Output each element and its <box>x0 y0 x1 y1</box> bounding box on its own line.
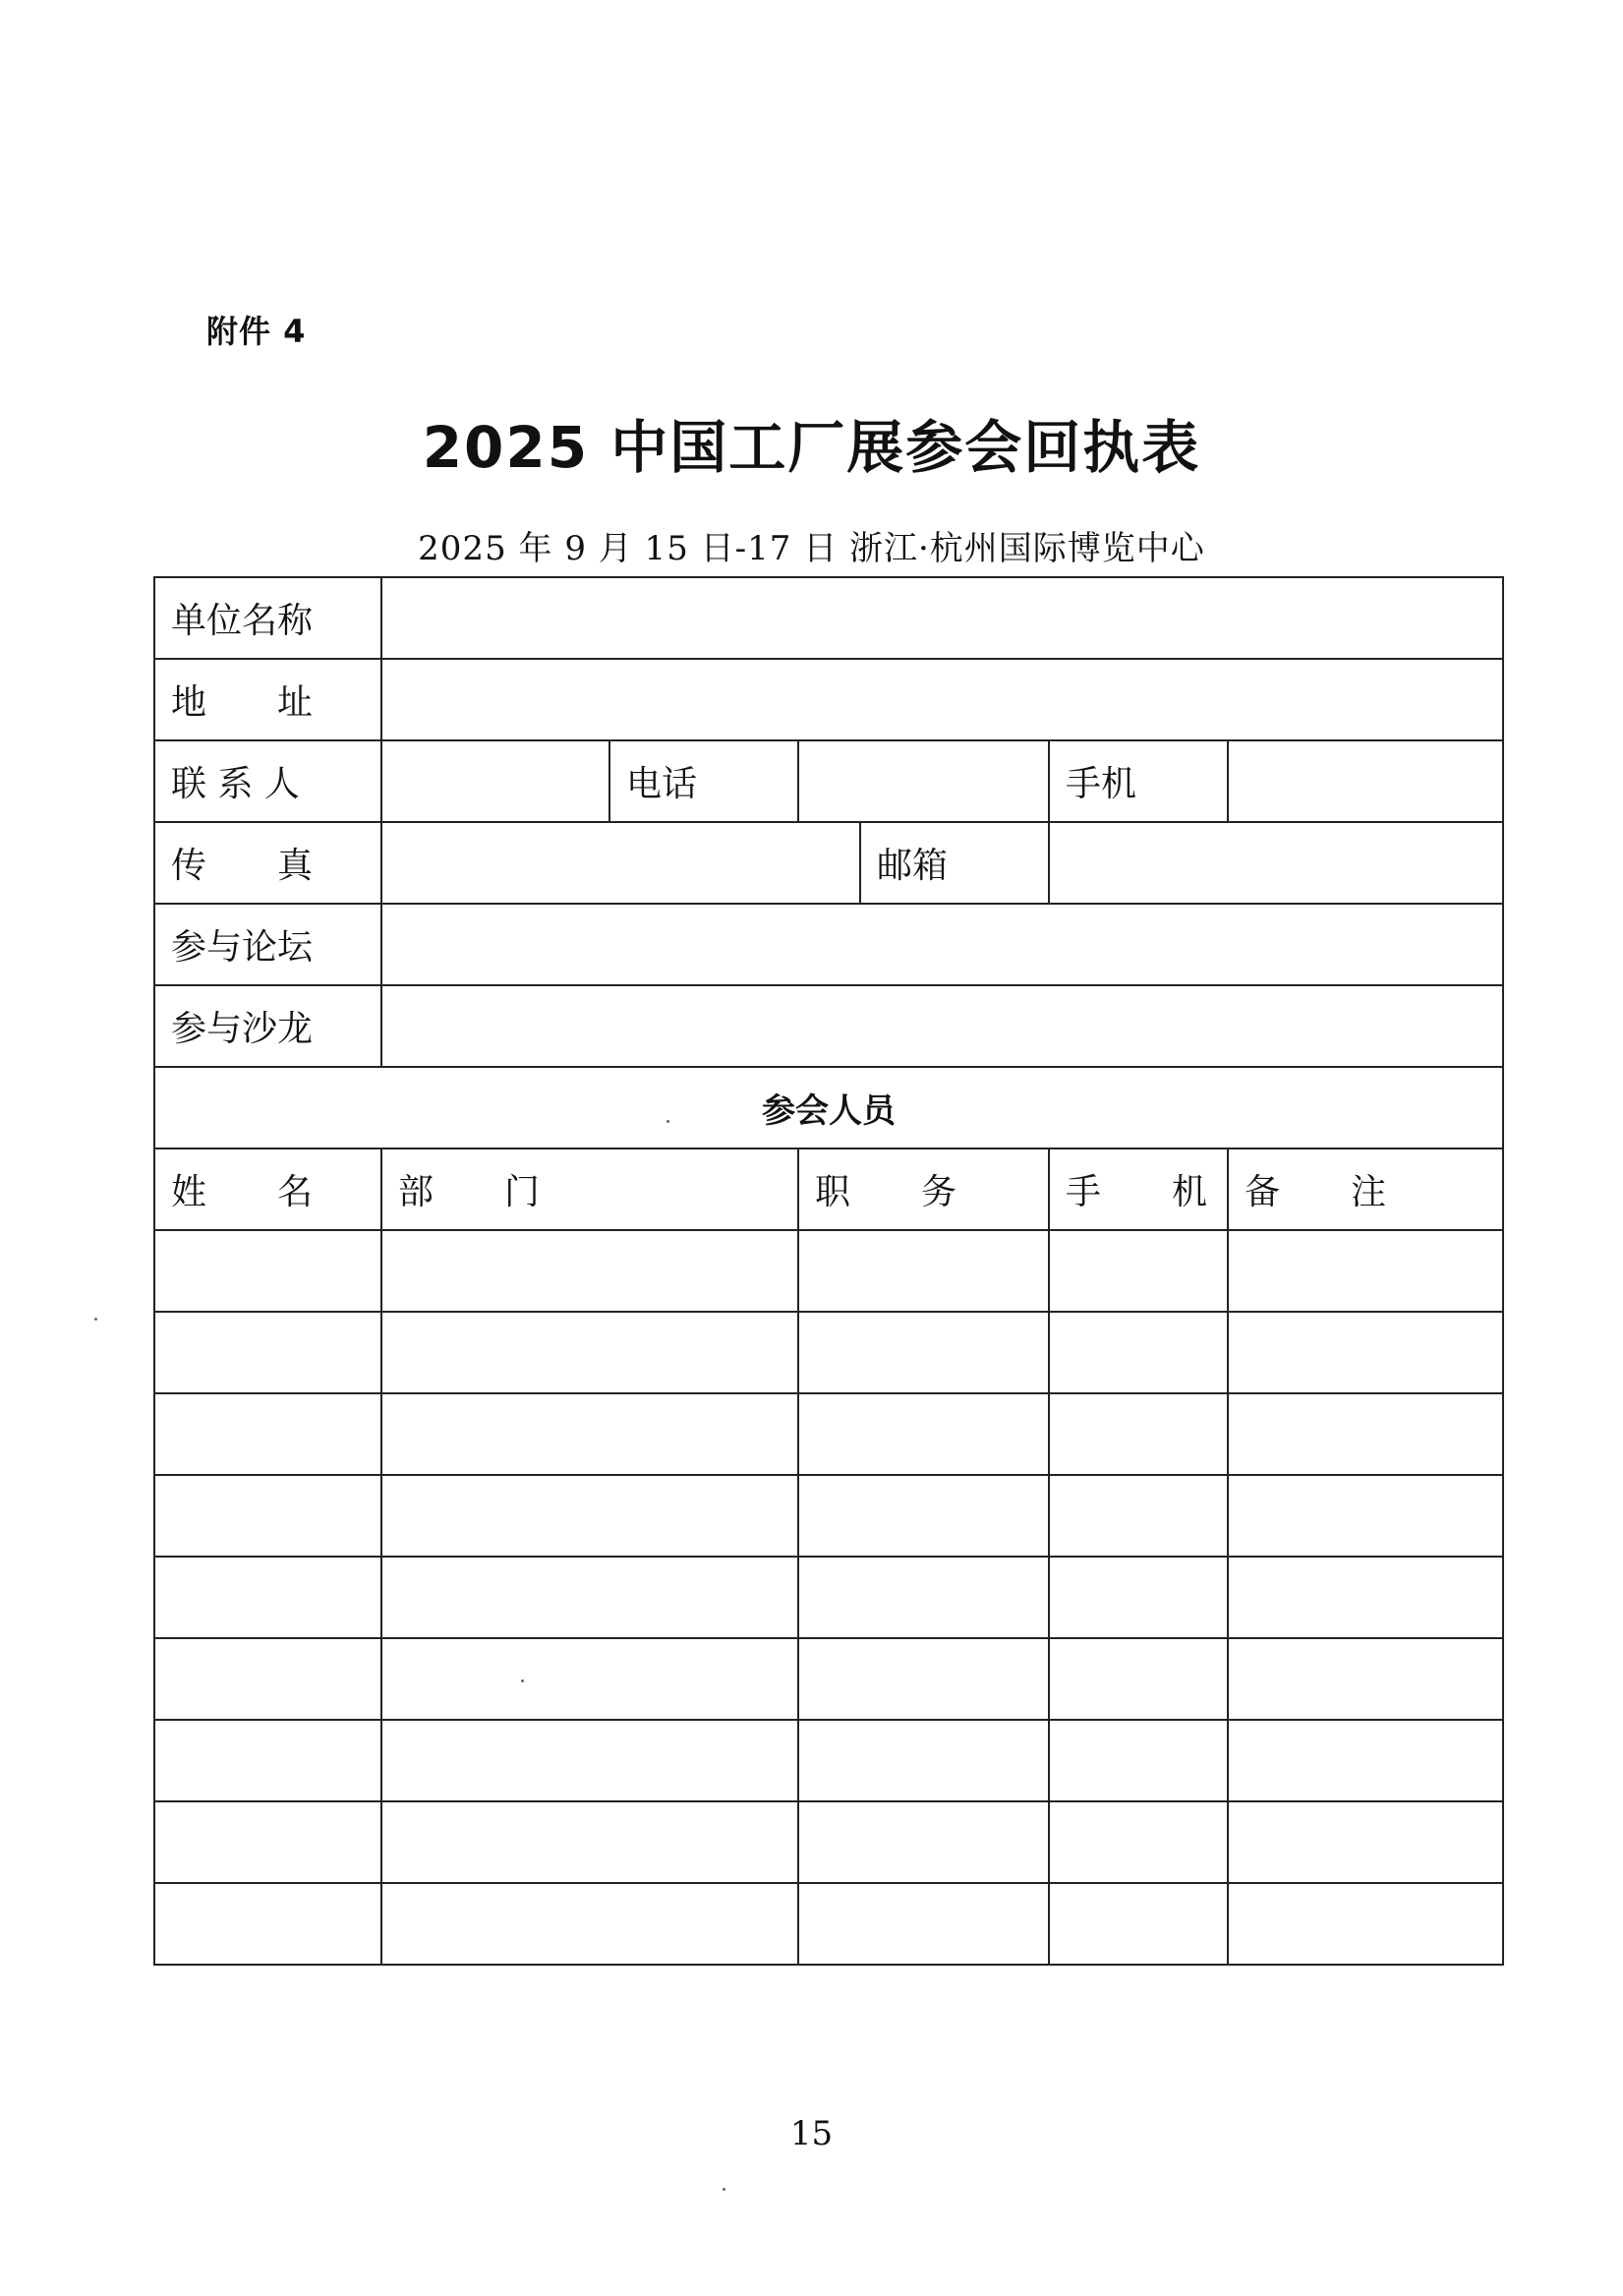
table-row <box>154 1720 1503 1801</box>
attendee-name-cell[interactable] <box>154 1720 381 1801</box>
fax-label: 传 真 <box>154 822 381 904</box>
fax-row <box>154 822 1503 904</box>
unit-name-label: 单位名称 <box>154 577 381 659</box>
forum-label: 参与论坛 <box>154 904 381 985</box>
scan-speck <box>667 1120 669 1123</box>
attendee-position-cell[interactable] <box>798 1393 1049 1475</box>
phone-label: 电话 <box>609 740 798 822</box>
attendee-remarks-cell[interactable] <box>1228 1475 1503 1557</box>
attendee-position-cell[interactable] <box>798 1801 1049 1883</box>
attendee-remarks-cell[interactable] <box>1228 1557 1503 1638</box>
attendee-position-cell[interactable] <box>798 1557 1049 1638</box>
email-label: 邮箱 <box>860 822 1049 904</box>
unit-name-row <box>154 577 1503 659</box>
registration-form-table <box>153 576 1504 1966</box>
table-row <box>154 1883 1503 1965</box>
attendees-section-title: 参会人员 <box>154 1067 1503 1148</box>
attendee-department-cell[interactable] <box>381 1393 798 1475</box>
attendee-name-cell[interactable] <box>154 1638 381 1720</box>
attendee-mobile-cell[interactable] <box>1049 1801 1228 1883</box>
attendee-position-cell[interactable] <box>798 1230 1049 1312</box>
column-header-department: 部 门 <box>381 1148 798 1230</box>
attendee-name-cell[interactable] <box>154 1801 381 1883</box>
contact-label: 联 系 人 <box>154 740 381 822</box>
email-field[interactable] <box>1049 822 1503 904</box>
attendee-remarks-cell[interactable] <box>1228 1393 1503 1475</box>
attendee-mobile-cell[interactable] <box>1049 1557 1228 1638</box>
attendee-name-cell[interactable] <box>154 1393 381 1475</box>
scan-speck <box>521 1679 524 1682</box>
forum-field[interactable] <box>381 904 1503 985</box>
attendee-department-cell[interactable] <box>381 1801 798 1883</box>
attendee-remarks-cell[interactable] <box>1228 1230 1503 1312</box>
attendee-department-cell[interactable] <box>381 1557 798 1638</box>
attendee-name-cell[interactable] <box>154 1883 381 1965</box>
table-row <box>154 1312 1503 1393</box>
column-header-position: 职 务 <box>798 1148 1049 1230</box>
attendee-name-cell[interactable] <box>154 1557 381 1638</box>
attendee-remarks-cell[interactable] <box>1228 1720 1503 1801</box>
attendees-section-row <box>154 1067 1503 1148</box>
salon-field[interactable] <box>381 985 1503 1067</box>
attendees-header-row <box>154 1148 1503 1230</box>
attendee-mobile-cell[interactable] <box>1049 1720 1228 1801</box>
column-header-remarks: 备 注 <box>1228 1148 1503 1230</box>
attendee-remarks-cell[interactable] <box>1228 1638 1503 1720</box>
attendee-position-cell[interactable] <box>798 1312 1049 1393</box>
attendee-department-cell[interactable] <box>381 1720 798 1801</box>
attachment-label: 附件 4 <box>206 313 307 350</box>
attendee-position-cell[interactable] <box>798 1720 1049 1801</box>
scan-speck <box>723 2188 725 2191</box>
attendee-department-cell[interactable] <box>381 1312 798 1393</box>
attendee-rows <box>154 1230 1503 1965</box>
fax-field[interactable] <box>381 822 860 904</box>
attendee-department-cell[interactable] <box>381 1883 798 1965</box>
attendee-mobile-cell[interactable] <box>1049 1312 1228 1393</box>
attendee-remarks-cell[interactable] <box>1228 1312 1503 1393</box>
event-subtitle: 2025 年 9 月 15 日-17 日 浙江·杭州国际博览中心 <box>418 529 1205 568</box>
scan-speck <box>94 1318 97 1321</box>
table-row <box>154 1638 1503 1720</box>
page-number: 15 <box>789 2114 834 2153</box>
attendee-remarks-cell[interactable] <box>1228 1801 1503 1883</box>
phone-field[interactable] <box>798 740 1049 822</box>
column-header-mobile: 手 机 <box>1049 1148 1228 1230</box>
table-row <box>154 1230 1503 1312</box>
attendee-mobile-cell[interactable] <box>1049 1638 1228 1720</box>
attendee-position-cell[interactable] <box>798 1475 1049 1557</box>
attendee-name-cell[interactable] <box>154 1475 381 1557</box>
contact-row <box>154 740 1503 822</box>
attendee-remarks-cell[interactable] <box>1228 1883 1503 1965</box>
attendee-department-cell[interactable] <box>381 1638 798 1720</box>
mobile-field[interactable] <box>1228 740 1503 822</box>
unit-name-field[interactable] <box>381 577 1503 659</box>
attendee-name-cell[interactable] <box>154 1230 381 1312</box>
address-row <box>154 659 1503 740</box>
attendee-mobile-cell[interactable] <box>1049 1475 1228 1557</box>
attendee-department-cell[interactable] <box>381 1230 798 1312</box>
attendee-mobile-cell[interactable] <box>1049 1883 1228 1965</box>
attendee-position-cell[interactable] <box>798 1883 1049 1965</box>
attendee-mobile-cell[interactable] <box>1049 1393 1228 1475</box>
attendee-position-cell[interactable] <box>798 1638 1049 1720</box>
mobile-label: 手机 <box>1049 740 1228 822</box>
table-row <box>154 1557 1503 1638</box>
salon-row <box>154 985 1503 1067</box>
table-row <box>154 1393 1503 1475</box>
attendee-mobile-cell[interactable] <box>1049 1230 1228 1312</box>
contact-field[interactable] <box>381 740 609 822</box>
address-label: 地 址 <box>154 659 381 740</box>
table-row <box>154 1801 1503 1883</box>
attendee-name-cell[interactable] <box>154 1312 381 1393</box>
page-title: 2025 中国工厂展参会回执表 <box>422 414 1201 481</box>
table-row <box>154 1475 1503 1557</box>
salon-label: 参与沙龙 <box>154 985 381 1067</box>
column-header-name: 姓 名 <box>154 1148 381 1230</box>
forum-row <box>154 904 1503 985</box>
address-field[interactable] <box>381 659 1503 740</box>
attendee-department-cell[interactable] <box>381 1475 798 1557</box>
